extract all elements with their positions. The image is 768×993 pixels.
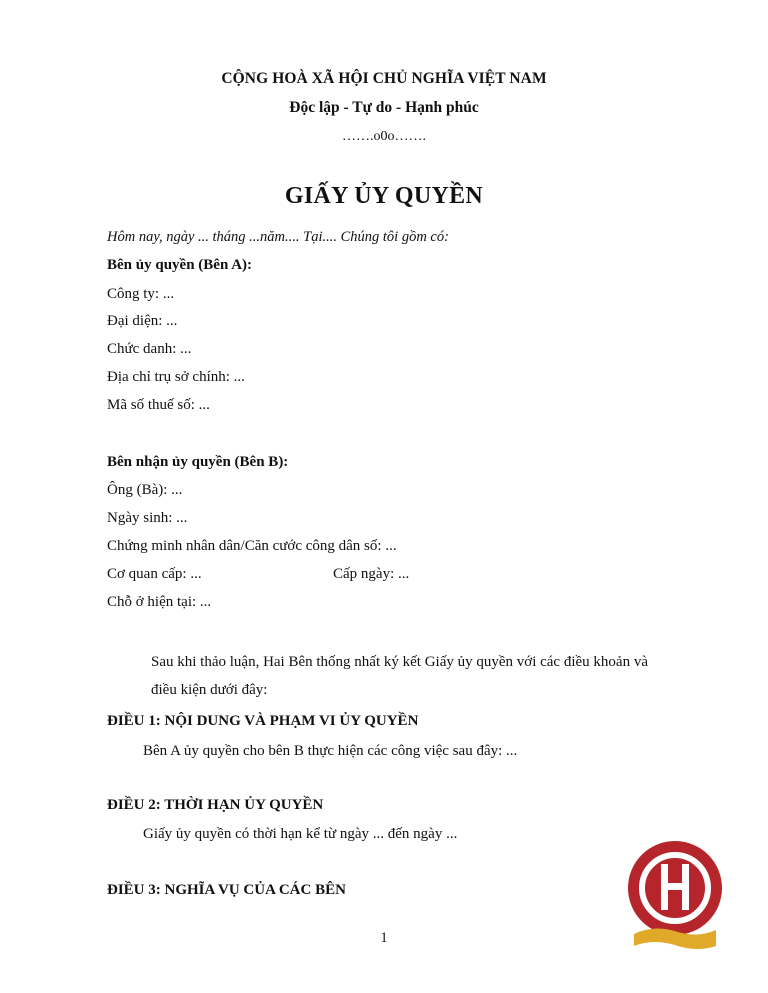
party-b-issuer: Cơ quan cấp: ... bbox=[107, 566, 202, 582]
party-a-representative: Đại diện: ... bbox=[107, 313, 178, 329]
clause-2-body: Giấy ủy quyền có thời hạn kể từ ngày ... đến ngày ... bbox=[143, 826, 458, 842]
agreement-line-1: Sau khi thảo luận, Hai Bên thống nhất ký kết Giấy ủy quyền với các điều khoản và bbox=[151, 654, 648, 670]
party-a-tax-code: Mã số thuế số: ... bbox=[107, 397, 210, 413]
clause-3-heading: ĐIỀU 3: NGHĨA VỤ CỦA CÁC BÊN bbox=[107, 882, 346, 898]
hq-monogram-logo-icon bbox=[624, 838, 726, 950]
national-motto: Độc lập - Tự do - Hạnh phúc bbox=[289, 99, 479, 116]
party-a-heading: Bên ủy quyền (Bên A): bbox=[107, 257, 253, 273]
header-ornament: …….o0o……. bbox=[342, 129, 426, 144]
agreement-line-2: điều kiện dưới đây: bbox=[151, 682, 268, 698]
national-name: CỘNG HOÀ XÃ HỘI CHỦ NGHĨA VIỆT NAM bbox=[221, 70, 547, 87]
clause-2-heading: ĐIỀU 2: THỜI HẠN ỦY QUYỀN bbox=[107, 797, 324, 813]
clause-1-heading: ĐIỀU 1: NỘI DUNG VÀ PHẠM VI ỦY QUYỀN bbox=[107, 713, 419, 729]
intro-line: Hôm nay, ngày ... tháng ...năm.... Tại.... Chúng tôi gồm có: bbox=[107, 229, 449, 245]
party-b-name: Ông (Bà): ... bbox=[107, 482, 183, 498]
party-a-company: Công ty: ... bbox=[107, 286, 175, 302]
party-b-issue-date: Cấp ngày: ... bbox=[333, 566, 410, 582]
party-a-head-office: Địa chỉ trụ sở chính: ... bbox=[107, 369, 245, 385]
party-b-heading: Bên nhận ủy quyền (Bên B): bbox=[107, 454, 289, 470]
document-title: GIẤY ỦY QUYỀN bbox=[284, 183, 484, 209]
party-b-residence: Chỗ ở hiện tại: ... bbox=[107, 594, 212, 610]
page-number: 1 bbox=[380, 930, 388, 946]
clause-1-body: Bên A ủy quyền cho bên B thực hiện các công việc sau đây: ... bbox=[143, 743, 518, 759]
party-b-dob: Ngày sinh: ... bbox=[107, 510, 188, 526]
party-a-position: Chức danh: ... bbox=[107, 341, 192, 357]
party-b-id-number: Chứng minh nhân dân/Căn cước công dân số: ... bbox=[107, 538, 397, 554]
